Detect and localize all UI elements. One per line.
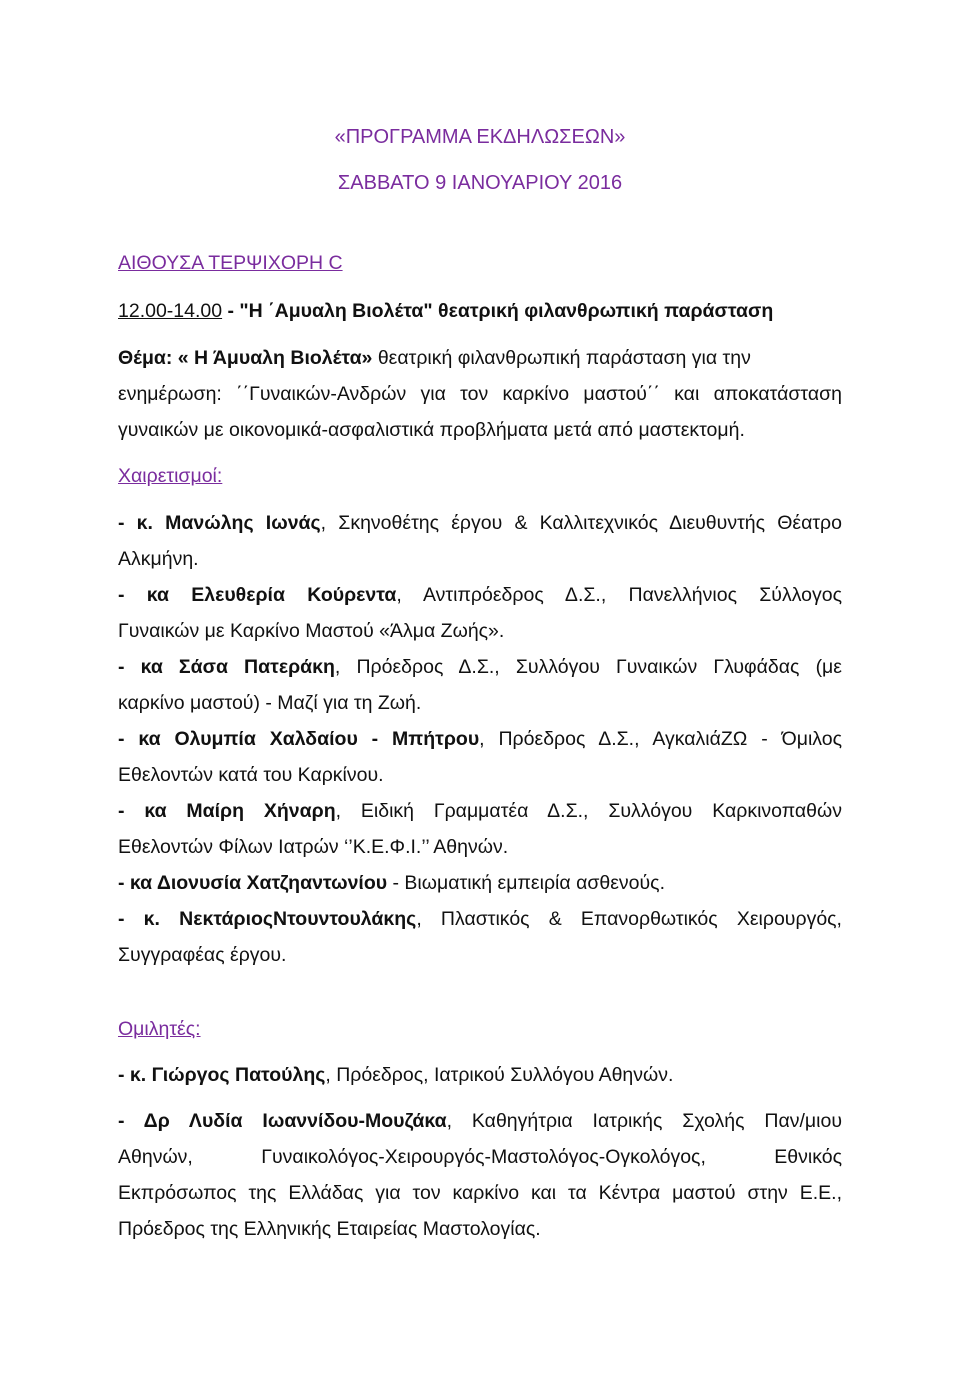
greetings-heading: Χαιρετισμοί: (118, 465, 223, 487)
speaker-2-line-1: - Δρ Λυδία Ιωαννίδου-Μουζάκα, Καθηγήτρια Ιατρικής Σχολής Παν/μιου (118, 1110, 843, 1132)
speaker-2-line-2: Αθηνών, Γυναικολόγος-Χειρουργός-Μαστολόγος-Ογκολόγος, Εθνικός (118, 1146, 842, 1168)
greeting-2-line-2: Γυναικών με Καρκίνο Μαστού «Άλμα Ζωής». (118, 620, 505, 642)
speaker-2-line-3: Εκπρόσωπος της Ελλάδας για τον καρκίνο και τα Κέντρα μαστού στην Ε.Ε., (118, 1182, 842, 1204)
greeting-6-line-1: - κα Διονυσία Χατζηαντωνίου - Βιωματική εμπειρία ασθενούς. (118, 872, 665, 894)
greeting-4-line-2: Εθελοντών κατά του Καρκίνου. (118, 764, 384, 786)
greeting-2-line-1: - κα Ελευθερία Κούρεντα, Αντιπρόεδρος Δ.Σ., Πανελλήνιος Σύλλογος (118, 584, 843, 606)
theme-label: Θέμα: « Η Άμυαλη Βιολέτα» (118, 347, 373, 369)
greeting-3-line-2: καρκίνο μαστού) - Μαζί για τη Ζωή. (118, 692, 422, 714)
speaker-1-line-1: - κ. Γιώργος Πατούλης, Πρόεδρος, Ιατρικού Συλλόγου Αθηνών. (118, 1064, 674, 1086)
theme-line-2: ενημέρωση: ΄΄Γυναικών-Ανδρών για τον καρκίνο μαστού΄΄ και αποκατάσταση (118, 383, 842, 405)
greeting-1-line-1: - κ. Μανώλης Ιωνάς, Σκηνοθέτης έργου & Καλλιτεχνικός Διευθυντής Θέατρο (118, 512, 842, 534)
greeting-5-line-2: Εθελοντών Φίλων Ιατρών ‘’Κ.Ε.Φ.Ι.’’ Αθηνών. (118, 836, 509, 858)
event-title: - "Η ΄Αμυαλη Βιολέτα" θεατρική φιλανθρωπική παράσταση (222, 300, 774, 322)
theme-line-1: Θέμα: « Η Άμυαλη Βιολέτα» θεατρική φιλανθρωπική παράσταση για την (118, 347, 751, 369)
greeting-7-line-2: Συγγραφέας έργου. (118, 944, 287, 966)
greeting-3-line-1: - κα Σάσα Πατεράκη, Πρόεδρος Δ.Σ., Συλλόγου Γυναικών Γλυφάδας (με (118, 656, 842, 678)
speakers-heading: Ομιλητές: (118, 1018, 201, 1040)
greeting-1-line-2: Αλκμήνη. (118, 548, 199, 570)
venue-heading: ΑΙΘΟΥΣΑ ΤΕΡΨΙΧΟΡΗ C (118, 252, 343, 274)
greeting-5-line-1: - κα Μαίρη Χήναρη, Ειδική Γραμματέα Δ.Σ., Συλλόγου Καρκινοπαθών (118, 800, 842, 822)
theme-line-3: γυναικών με οικονομικά-ασφαλιστικά προβλήματα μετά από μαστεκτομή. (118, 419, 745, 441)
event-time: 12.00-14.00 (118, 300, 223, 322)
event-title-line (118, 298, 842, 324)
speaker-2-line-4: Πρόεδρος της Ελληνικής Εταιρείας Μαστολογίας. (118, 1218, 541, 1240)
program-title: «ΠΡΟΓΡΑΜΜΑ ΕΚΔΗΛΩΣΕΩΝ» (334, 126, 626, 148)
event-date: ΣΑΒΒΑΤΟ 9 ΙΑΝΟΥΑΡΙΟΥ 2016 (337, 172, 623, 194)
greeting-4-line-1: - κα Ολυμπία Χαλδαίου - Μπήτρου, Πρόεδρος Δ.Σ., ΑγκαλιάΖΩ - Όμιλος (118, 728, 842, 750)
greeting-7-line-1: - κ. ΝεκτάριοςΝτουντουλάκης, Πλαστικός & Επανορθωτικός Χειρουργός, (118, 908, 842, 930)
